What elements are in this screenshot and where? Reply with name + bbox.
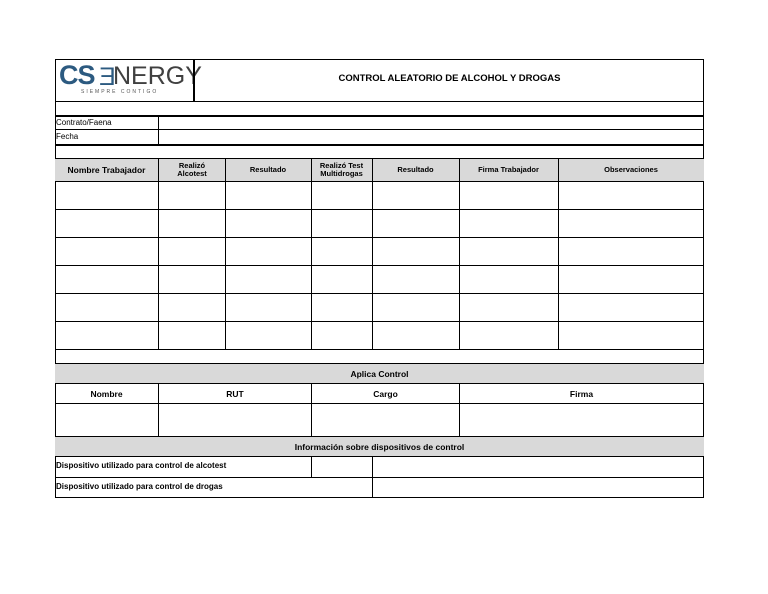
- logo-e-mark: E: [99, 63, 116, 91]
- control-col-divider: [158, 383, 159, 436]
- device-alcotest-field[interactable]: [373, 457, 704, 477]
- col-resultado-1: Resultado: [249, 165, 287, 174]
- col-nombre-trabajador: Nombre Trabajador: [67, 165, 146, 175]
- table-row[interactable]: [55, 182, 704, 209]
- control-col-cargo: Cargo: [373, 388, 398, 399]
- table-row[interactable]: [55, 238, 704, 265]
- header-bottom-line: [55, 101, 704, 102]
- col-divider: [225, 158, 226, 349]
- logo-tagline: SIEMPRE CONTIGO: [81, 89, 159, 95]
- logo-cs-text: CS: [59, 60, 95, 90]
- col-realizo-alcotest: Realizó Alcotest: [177, 161, 207, 178]
- device-alcotest-label: Dispositivo utilizado para control de alcotest: [56, 461, 227, 470]
- table-row[interactable]: [55, 322, 704, 349]
- col-firma-trabajador: Firma Trabajador: [478, 165, 539, 174]
- col-divider: [558, 158, 559, 349]
- control-col-divider: [459, 383, 460, 436]
- fecha-field[interactable]: [159, 130, 704, 144]
- col-divider: [311, 158, 312, 349]
- col-divider: [158, 158, 159, 349]
- col-observaciones: Observaciones: [604, 165, 658, 174]
- row-line: [55, 349, 704, 350]
- fecha-line: [55, 144, 704, 146]
- control-entry-row[interactable]: [55, 404, 704, 436]
- logo: [55, 59, 202, 101]
- page-title: CONTROL ALEATORIO DE ALCOHOL Y DROGAS: [338, 73, 561, 84]
- logo-nergy-text: NERGY: [113, 62, 202, 90]
- control-col-divider: [311, 383, 312, 436]
- table-row[interactable]: [55, 266, 704, 293]
- col-divider: [459, 158, 460, 349]
- device-drogas-label: Dispositivo utilizado para control de drogas: [56, 482, 223, 491]
- devices-title: Información sobre dispositivos de control: [294, 441, 465, 452]
- device-drogas-field[interactable]: [373, 478, 704, 498]
- device-divider: [311, 456, 312, 477]
- col-divider: [372, 158, 373, 349]
- fecha-label: Fecha: [56, 132, 79, 141]
- col-realizo-multidrogas: Realizó Test Multidrogas: [319, 161, 364, 178]
- contrato-field[interactable]: [159, 116, 704, 129]
- control-title: Aplica Control: [350, 368, 409, 379]
- control-col-firma: Firma: [569, 388, 594, 399]
- control-col-nombre: Nombre: [90, 388, 123, 399]
- contrato-label: Contrato/Faena: [56, 118, 112, 127]
- table-row[interactable]: [55, 210, 704, 237]
- control-col-rut: RUT: [226, 388, 244, 399]
- col-resultado-2: Resultado: [397, 165, 434, 174]
- table-row[interactable]: [55, 294, 704, 321]
